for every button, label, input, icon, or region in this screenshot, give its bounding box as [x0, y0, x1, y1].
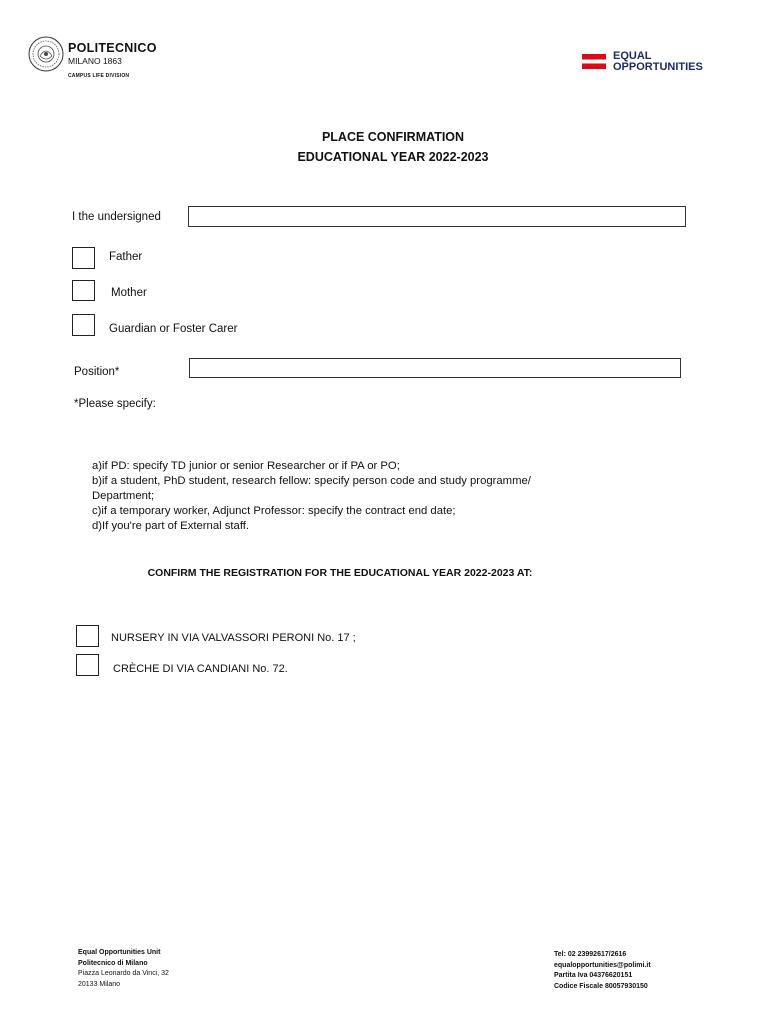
university-city: MILANO 1863 — [68, 56, 122, 66]
footer-email: equalopportunities@polimi.it — [554, 961, 651, 969]
instruction-line: a)if PD: specify TD junior or senior Researcher or if PA or PO; — [92, 460, 400, 472]
mother-checkbox[interactable] — [72, 280, 95, 301]
position-field[interactable] — [189, 358, 681, 378]
instruction-line: b)if a student, PhD student, research fellow: specify person code and study programme/ — [92, 475, 531, 487]
confirm-heading: CONFIRM THE REGISTRATION FOR THE EDUCATIONAL YEAR 2022-2023 AT: — [147, 567, 533, 579]
creche-checkbox[interactable] — [76, 654, 99, 676]
unit-logo-line1: EQUAL — [613, 50, 652, 62]
position-label: Position* — [74, 366, 120, 378]
footer-address — [78, 948, 169, 990]
guardian-label: Guardian or Foster Carer — [109, 323, 238, 335]
footer-city: 20133 Milano — [78, 980, 121, 988]
footer-street: Piazza Leonardo da Vinci, 32 — [78, 970, 169, 977]
division-name: CAMPUS LIFE DIVISION — [68, 73, 130, 79]
mother-label: Mother — [111, 287, 147, 299]
father-checkbox[interactable] — [72, 247, 95, 269]
university-seal-icon — [28, 36, 64, 72]
unit-logo-line2: OPPORTUNITIES — [613, 61, 703, 73]
footer-institution: Politecnico di Milano — [78, 959, 148, 967]
unit-logo-text — [613, 51, 703, 73]
instruction-line: Department; — [92, 490, 155, 502]
equal-bars-icon — [582, 54, 606, 69]
document-title: PLACE CONFIRMATION — [321, 130, 465, 144]
specify-label: *Please specify: — [74, 398, 156, 410]
position-instructions — [92, 459, 531, 534]
nursery-checkbox[interactable] — [76, 625, 99, 647]
footer-contacts — [554, 950, 651, 992]
instruction-line: d)If you're part of External staff. — [92, 520, 250, 532]
undersigned-field[interactable] — [188, 206, 686, 227]
document-subtitle: EDUCATIONAL YEAR 2022-2023 — [297, 150, 489, 164]
university-name: POLITECNICO — [68, 41, 157, 55]
footer-tel: Tel: 02 23992617/2616 — [554, 951, 627, 958]
footer-unit: Equal Opportunities Unit — [78, 949, 161, 956]
footer-tax-code: Codice Fiscale 80057930150 — [554, 982, 648, 990]
guardian-checkbox[interactable] — [72, 314, 95, 336]
footer-vat: Partita Iva 04376620151 — [554, 972, 633, 979]
creche-label: CRÈCHE DI VIA CANDIANI No. 72. — [113, 663, 288, 675]
instruction-line: c)if a temporary worker, Adjunct Professor: specify the contract end date; — [92, 505, 456, 517]
nursery-label: NURSERY IN VIA VALVASSORI PERONI No. 17 ; — [111, 632, 356, 644]
father-label: Father — [109, 251, 143, 263]
undersigned-label: I the undersigned — [72, 211, 161, 223]
